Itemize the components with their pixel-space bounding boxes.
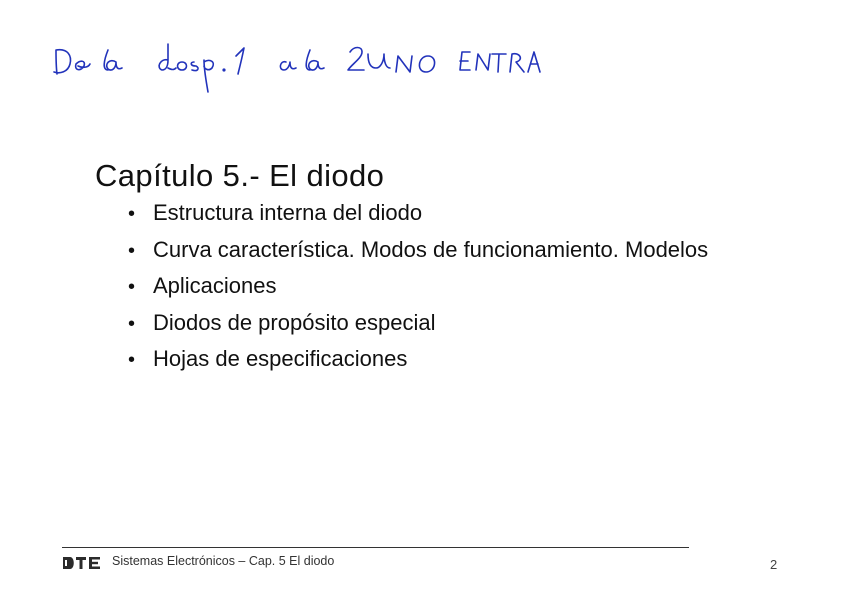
list-item — [128, 200, 708, 237]
list-item — [128, 310, 708, 347]
bullet-text: Hojas de especificaciones — [153, 346, 408, 371]
list-item — [128, 237, 708, 274]
slide-title: Capítulo 5.- El diodo — [95, 158, 385, 193]
bullet-text: Estructura interna del diodo — [153, 200, 423, 225]
footer-divider — [62, 547, 689, 548]
dte-logo-icon — [62, 555, 102, 571]
handwritten-note — [50, 30, 540, 90]
bullet-icon: • — [128, 276, 136, 298]
bullet-icon: • — [128, 203, 136, 225]
bullet-text: Diodos de propósito especial — [153, 309, 436, 335]
page-number: 2 — [770, 557, 778, 572]
list-item — [128, 346, 708, 383]
bullet-text: Aplicaciones — [153, 273, 277, 298]
footer-text: Sistemas Electrónicos – Cap. 5 El diodo — [112, 554, 335, 568]
handwritten-note-drawing — [50, 30, 540, 90]
bullet-text: Curva característica. Modos de funcionamiento. Modelos — [153, 236, 709, 262]
list-item — [128, 273, 708, 310]
bullet-list — [128, 200, 708, 383]
bullet-icon: • — [128, 349, 136, 371]
bullet-icon: • — [128, 312, 136, 335]
bullet-icon: • — [128, 239, 136, 262]
